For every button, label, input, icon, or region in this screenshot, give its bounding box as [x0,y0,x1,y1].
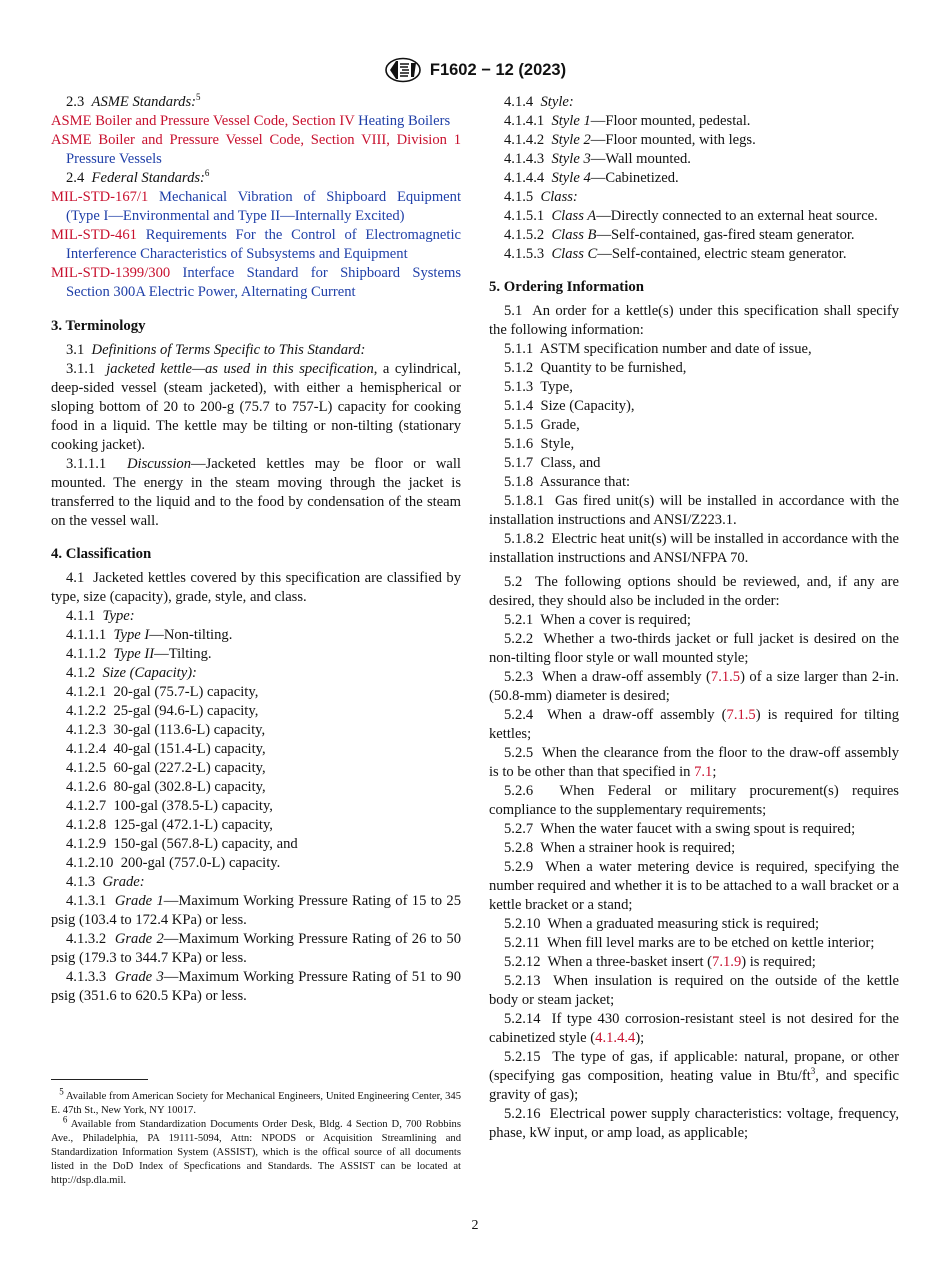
list-item: 4.1.3.1 Grade 1—Maximum Working Pressure Rating of 15 to 25 psig (103.4 to 172.4 KPa) or less. [51,893,461,928]
list-item: 5.1.4 Size (Capacity), [504,398,635,414]
list-item: 4.1.4.4 Style 4—Cabinetized. [504,170,679,186]
list-item: 4.1.2.1 20-gal (75.7-L) capacity, [66,684,259,700]
list-item: 4.1.5.3 Class C—Self-contained, electric steam generator. [504,246,847,262]
list-item: 4.1.1.2 Type II—Tilting. [66,646,212,662]
astm-logo [384,57,422,83]
ref-asme-section-viii[interactable]: ASME Boiler and Pressure Vessel Code, Section VIII, Division 1 Pressure Vessels [51,132,461,167]
para-4-1-5: 4.1.5 Class: [504,189,578,205]
para-5-2-6: 5.2.6 When Federal or military procurement(s) requires compliance to the supplementary requirements; [489,783,899,818]
para-5-2-3: 5.2.3 When a draw-off assembly (7.1.5) of a size larger than 2-in. (50.8-mm) diameter is desired; [489,669,899,704]
section-2-3: 2.3 ASME Standards:$^5$ [66,92,201,110]
list-item: 4.1.5.2 Class B—Self-contained, gas-fired steam generator. [504,227,855,243]
list-item: 4.1.5.1 Class A—Directly connected to an external heat source. [504,208,878,224]
list-item: 4.1.2.9 150-gal (567.8-L) capacity, and [66,836,298,852]
para-5-2-9: 5.2.9 When a water metering device is required, specifying the number required and whether it is to be attached to a wall bracket or a kettle bracket or a stand; [489,859,899,913]
para-5-2-2: 5.2.2 Whether a two-thirds jacket or full jacket is desired on the non-tilting floor style or wall mounted style; [489,631,899,666]
para-4-1-4: 4.1.4 Style: [504,94,574,110]
list-item: 5.1.6 Style, [504,436,575,452]
para-5-2-8: 5.2.8 When a strainer hook is required; [504,840,736,856]
para-5-2-5: 5.2.5 When the clearance from the floor to the draw-off assembly is to be other than that specified in 7.1; [489,745,899,780]
list-item: 4.1.2.8 125-gal (472.1-L) capacity, [66,817,273,833]
ref-asme-section-iv[interactable]: ASME Boiler and Pressure Vessel Code, Section IV Heating Boilers [51,113,451,129]
list-item: 4.1.4.3 Style 3—Wall mounted. [504,151,691,167]
document-id: F1602 − 12 (2023) [429,60,567,79]
link-7-1[interactable]: 7.1 [694,764,713,780]
para-5-1: 5.1 An order for a kettle(s) under this specification shall specify the following information: [489,303,899,338]
ref-mil-std-1399[interactable]: MIL-STD-1399/300 Interface Standard for Shipboard Systems Section 300A Electric Power, Alternating Current [51,265,461,300]
link-7-1-5[interactable]: 7.1.5 [726,707,756,723]
para-5-2-14: 5.2.14 If type 430 corrosion-resistant steel is not desired for the cabinetized style (4.1.4.4); [489,1011,899,1046]
list-item: 4.1.4.1 Style 1—Floor mounted, pedestal. [504,113,751,129]
heading-ordering-information: 5. Ordering Information [489,279,644,295]
para-5-2-13: 5.2.13 When insulation is required on the outside of the kettle body or steam jacket; [489,973,899,1008]
list-item: 5.1.8 Assurance that: [504,474,631,490]
para-5-2-12: 5.2.12 When a three-basket insert (7.1.9) is required; [504,954,816,970]
page-number: 2 [471,1218,479,1233]
list-item: 4.1.2.5 60-gal (227.2-L) capacity, [66,760,266,776]
list-item: 4.1.2.10 200-gal (757.0-L) capacity. [66,855,281,871]
list-item: 4.1.2.3 30-gal (113.6-L) capacity, [66,722,266,738]
ref-mil-std-461[interactable]: MIL-STD-461 Requirements For the Control of Electromagnetic Interference Characteristics of Subsystems and Equipment [51,227,461,262]
list-item: 5.1.7 Class, and [504,455,601,471]
para-5-2: 5.2 The following options should be reviewed, and, if any are desired, they should also be included in the order: [489,574,899,609]
para-5-2-10: 5.2.10 When a graduated measuring stick is required; [504,916,820,932]
para-5-1-8-1: 5.1.8.1 Gas fired unit(s) will be installed in accordance with the installation instructions and ANSI/Z223.1. [489,493,899,528]
para-5-2-7: 5.2.7 When the water faucet with a swing spout is required; [504,821,856,837]
list-item: 4.1.3.2 Grade 2—Maximum Working Pressure Rating of 26 to 50 psig (179.3 to 344.7 KPa) or less. [51,931,461,966]
footnote-6: $^6$ Available from Standardization Documents Order Desk, Bldg. 4 Section D, 700 Robbins Ave., Philadelphia, PA 19111-5094, Attn: NPODS or Acquisition Streamlining and Standardization Information System (ASSIST), which is the offical source of all documents listed in the DoD Index of Specfications and Standards. The ASSIST can be located at http://dsp.dla.mil. [51,1114,461,1187]
para-5-2-11: 5.2.11 When fill level marks are to be etched on kettle interior; [504,935,875,951]
link-7-1-9[interactable]: 7.1.9 [712,954,742,970]
para-5-2-16: 5.2.16 Electrical power supply characteristics: voltage, frequency, phase, kW input, or amp load, as applicable; [489,1106,900,1141]
list-item: 5.1.5 Grade, [504,417,580,433]
list-item: 4.1.2.4 40-gal (151.4-L) capacity, [66,741,266,757]
para-4-1-1: 4.1.1 Type: [66,608,135,624]
list-item: 4.1.4.2 Style 2—Floor mounted, with legs. [504,132,756,148]
link-4-1-4-4[interactable]: 4.1.4.4 [595,1030,636,1046]
left-column [51,93,461,1006]
para-5-2-4: 5.2.4 When a draw-off assembly (7.1.5) is required for tilting kettles; [489,707,899,742]
para-4-1-2: 4.1.2 Size (Capacity): [66,665,197,681]
para-3-1-1-1: 3.1.1.1 Discussion—Jacketed kettles may be floor or wall mounted. The energy in the steam moving through the jacket is transferred to the liquid and to the food by condensation of the steam on the vessel wall. [51,456,461,529]
list-item: 5.1.2 Quantity to be furnished, [504,360,687,376]
list-item: 5.1.3 Type, [504,379,573,395]
para-5-2-1: 5.2.1 When a cover is required; [504,612,691,628]
heading-terminology: 3. Terminology [51,318,146,334]
list-item: 4.1.2.2 25-gal (94.6-L) capacity, [66,703,259,719]
heading-classification: 4. Classification [51,546,152,562]
para-4-1-3: 4.1.3 Grade: [66,874,145,890]
right-column [489,93,899,1143]
link-7-1-5[interactable]: 7.1.5 [710,669,741,685]
footnote-divider [51,1079,148,1080]
para-3-1: 3.1 Definitions of Terms Specific to This Standard: [66,342,366,358]
list-item: 4.1.2.6 80-gal (302.8-L) capacity, [66,779,266,795]
para-5-2-15: 5.2.15 The type of gas, if applicable: natural, propane, or other (specifying gas composition, heating value in Btu/$ft^3$, and specific gravity of gas); [489,1049,899,1103]
list-item: 4.1.3.3 Grade 3—Maximum Working Pressure Rating of 51 to 90 psig (351.6 to 620.5 KPa) or less. [51,969,461,1004]
list-item: 4.1.1.1 Type I—Non-tilting. [66,627,233,643]
list-item: 4.1.2.7 100-gal (378.5-L) capacity, [66,798,273,814]
para-3-1-1: 3.1.1 jacketed kettle—as used in this specification, a cylindrical, deep-sided vessel (steam jacketed), with either a hemispherical or sloping bottom of 20 to 200-g (75.7 to 757-L) capacity for cooking food in a liquid. The kettle may be tilting or non-tilting (stationary cooking jacket). [51,361,461,453]
footnote-5: $^5$ Available from American Society for Mechanical Engineers, United Engineering Center, 345 E. 47th St., New York, NY 10017. [51,1086,461,1117]
section-2-4: 2.4 Federal Standards:$^6$ [66,168,210,186]
para-5-1-8-2: 5.1.8.2 Electric heat unit(s) will be installed in accordance with the installation instructions and ANSI/NFPA 70. [489,531,900,566]
list-item: 5.1.1 ASTM specification number and date of issue, [504,341,812,357]
para-4-1: 4.1 Jacketed kettles covered by this specification are classified by type, size (capacity), grade, style, and class. [51,570,462,605]
ref-mil-std-167[interactable]: MIL-STD-167/1 Mechanical Vibration of Shipboard Equipment (Type I—Environmental and Type II—Internally Excited) [51,189,461,224]
page-header [0,56,950,84]
